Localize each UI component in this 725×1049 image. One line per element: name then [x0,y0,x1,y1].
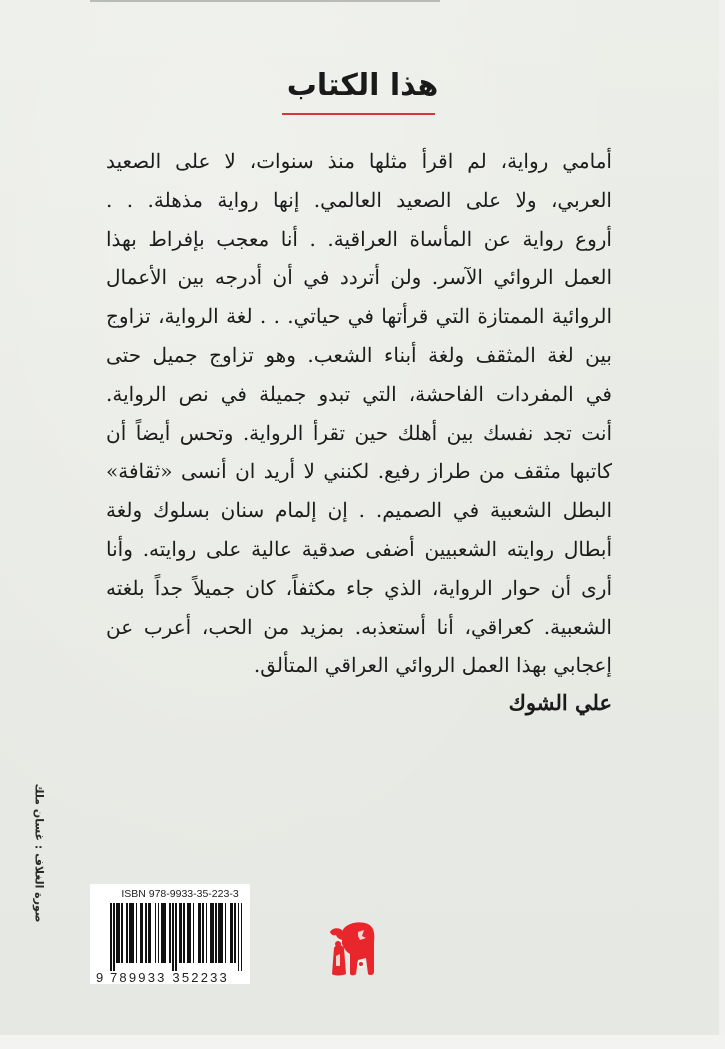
barcode-bar [206,903,208,963]
top-edge-shadow [90,0,440,2]
blurb-line: البطل الشعبية في الصميم. . إن إلمام سنان بسلوك ولغة [106,498,612,523]
bottom-edge [0,1035,725,1049]
right-edge [719,0,725,1049]
barcode-bar [225,903,227,963]
title-underline [282,113,435,115]
barcode-bar [145,903,147,963]
barcode-bar [136,903,138,963]
blurb-line: أبطال روايته الشعبيين أضفى صدقية عالية على روايته. وأنا [106,536,612,561]
blurb-line: إعجابي بهذا العمل الروائي العراقي المتألق. [253,653,612,678]
barcode-bar [116,903,119,963]
barcode-bar [202,903,204,963]
blurb-line: أنت تجد نفسك بين أهلك حين تقرأ الرواية. وتحس أيضاً أن [106,420,612,445]
blurb-line: في المفردات الفاحشة، التي تبدو جميلة في نص الرواية. [106,381,612,406]
barcode-bar [155,903,157,963]
blurb-line: الروائية الممتازة التي قرأتها في حياتي. . . لغة الرواية، تزاوج [106,304,612,329]
barcode-bar [175,903,177,971]
blurb-line: العمل الروائي الآسر. ولن أتردد في أن أدرجه بين الأعمال [106,265,612,290]
blurb-body [106,142,612,685]
blurb-line: كاتبها مثقف من طراز رفيع. لكنني لا أريد ان أنسى «ثقافة» [106,459,612,484]
barcode-bar [179,903,182,963]
camel-rider-seal-icon [328,918,378,978]
blurb-line: أرى أن حوار الرواية، الذي جاء مكثفاً، كان جميلاً جداً بلغته [106,575,612,600]
barcode-digit-lead: 9 [96,970,106,985]
blurb-line: أروع رواية عن المأساة العراقية. . أنا معجب بإفراط بهذا [106,226,612,251]
barcode-bar [126,903,128,963]
barcode-bar [238,903,240,971]
isbn-barcode [90,884,250,984]
barcode-bar [169,903,171,963]
barcode-bar [110,903,112,971]
blurb-title: هذا الكتاب [286,68,439,103]
barcode-bar [158,903,160,963]
barcode-bar [148,903,151,963]
barcode-bar [140,903,143,963]
barcode-bar [215,903,217,963]
barcode-bar [113,903,115,971]
blurb-line: أمامي رواية، لم اقرأ مثلها منذ سنوات، لا على الصعيد [106,149,612,173]
barcode-bar [172,903,174,971]
barcode-bar [198,903,201,963]
blurb-line: العربي، ولا على الصعيد العالمي. إنها رواية مذهلة. . . [106,187,612,212]
blurb-line: بين لغة المثقف ولغة أبناء الشعب. وهو تزاوج جميل حتى [106,342,612,367]
blurb-line: الشعبية. كعراقي، أنا أستعذبه. بمزيد من الحب، أعرب عن [106,614,612,639]
barcode-digits [96,970,246,985]
barcode-bar [183,903,185,963]
barcode-bar [193,903,195,963]
barcode-bar [210,903,213,963]
barcode-bars [110,903,244,969]
barcode-bar [187,903,192,963]
barcode-bar [230,903,233,963]
isbn-label: ISBN 978-9933-35-223-3 [121,888,239,900]
barcode-digits-left: 789933 [110,970,167,985]
barcode-digits-right: 352233 [172,970,229,985]
barcode-bar [161,903,166,963]
publisher-logo [328,918,378,978]
blurb-author-signature: علي الشوك [508,690,612,715]
barcode-bar [241,903,243,971]
barcode-bar [218,903,223,963]
barcode-bar [121,903,123,963]
barcode-bar [129,903,134,963]
cover-photo-credit [32,778,46,928]
barcode-bar [234,903,236,963]
cover-photo-credit-text: صورة الغلاف : غسان ملك [32,783,46,923]
